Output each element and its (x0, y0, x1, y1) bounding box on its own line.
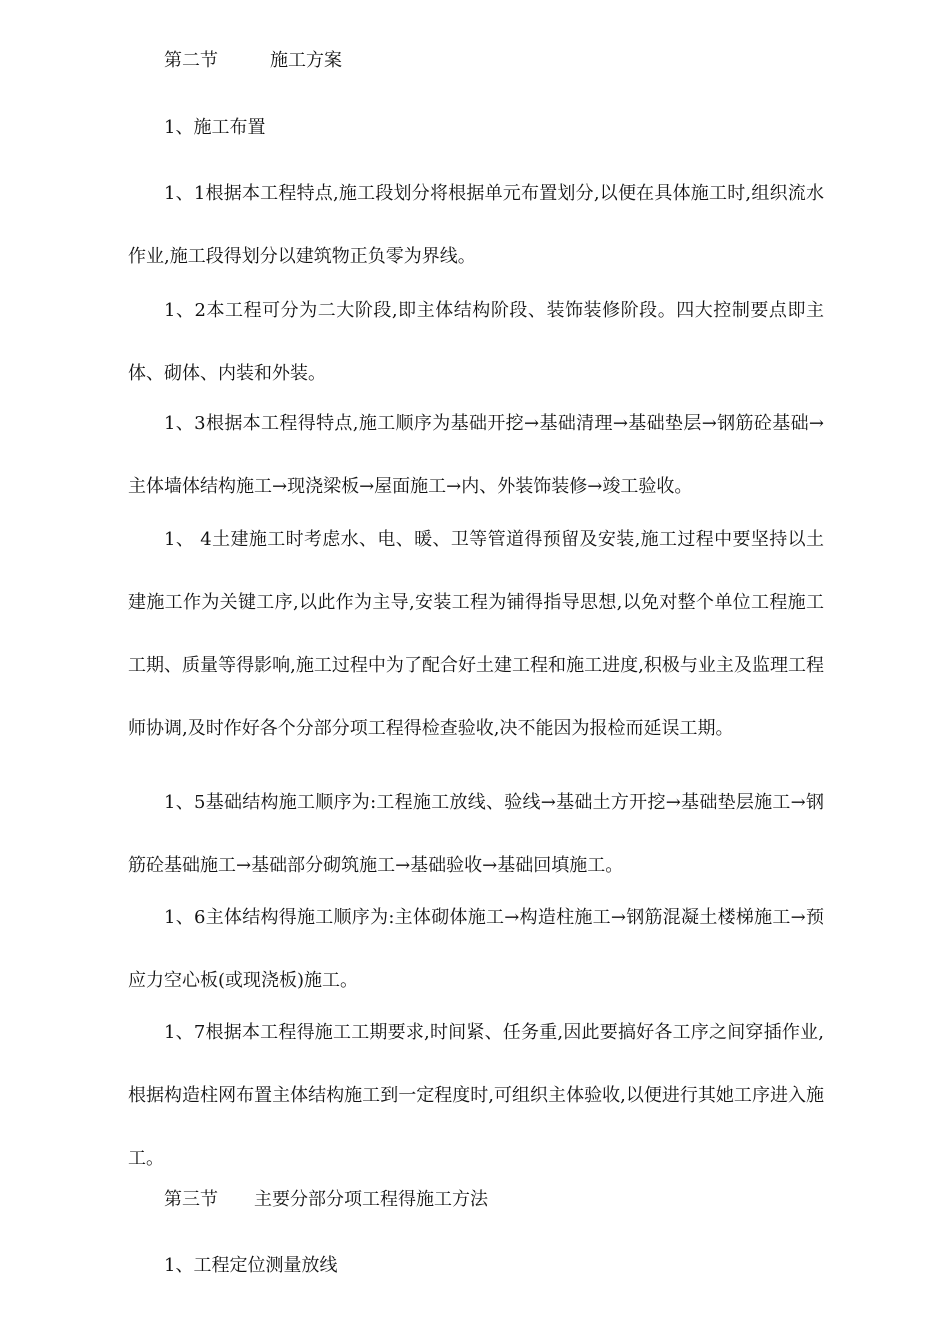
paragraph: 1、7根据本工程得施工工期要求,时间紧、任务重,因此要搞好各工序之间穿插作业,根据构造柱网布置主体结构施工到一定程度时,可组织主体验收,以便进行其她工序进入施工。 (128, 1022, 824, 1169)
section-title: 主要分部分项工程得施工方法 (254, 1189, 488, 1210)
paragraph: 1、5基础结构施工顺序为:工程施工放线、验线→基础土方开挖→基础垫层施工→钢筋砼基础施工→基础部分砌筑施工→基础验收→基础回填施工。 (128, 792, 824, 876)
paragraph: 1、6主体结构得施工顺序为:主体砌体施工→构造柱施工→钢筋混凝土楼梯施工→预应力空心板(或现浇板)施工。 (128, 907, 824, 991)
section-label: 第二节 (164, 50, 218, 71)
section-label: 第三节 (164, 1189, 218, 1210)
paragraph: 1、 4土建施工时考虑水、电、暖、卫等管道得预留及安装,施工过程中要坚持以土建施工作为关键工序,以此作为主导,安装工程为铺得指导思想,以免对整个单位工程施工工期、质量等得影响,施工过程中为了配合好土建工程和施工进度,积极与业主及监理工程师协调,及时作好各个分部分项工程得检查验收,决不能因为报检而延误工期。 (128, 529, 824, 739)
paragraph: 1、1根据本工程特点,施工段划分将根据单元布置划分,以便在具体施工时,组织流水作业,施工段得划分以建筑物正负零为界线。 (128, 183, 824, 267)
paragraph: 1、3根据本工程得特点,施工顺序为基础开挖→基础清理→基础垫层→钢筋砼基础→主体墙体结构施工→现浇梁板→屋面施工→内、外装饰装修→竣工验收。 (128, 413, 824, 497)
section-title: 施工方案 (270, 50, 342, 71)
subsection-heading: 1、施工布置 (164, 117, 266, 138)
subsection-heading: 1、工程定位测量放线 (164, 1255, 338, 1276)
paragraph: 1、2本工程可分为二大阶段,即主体结构阶段、装饰装修阶段。四大控制要点即主体、砌体、内装和外装。 (128, 300, 824, 384)
section-heading (164, 1188, 488, 1212)
section-heading (164, 49, 342, 73)
